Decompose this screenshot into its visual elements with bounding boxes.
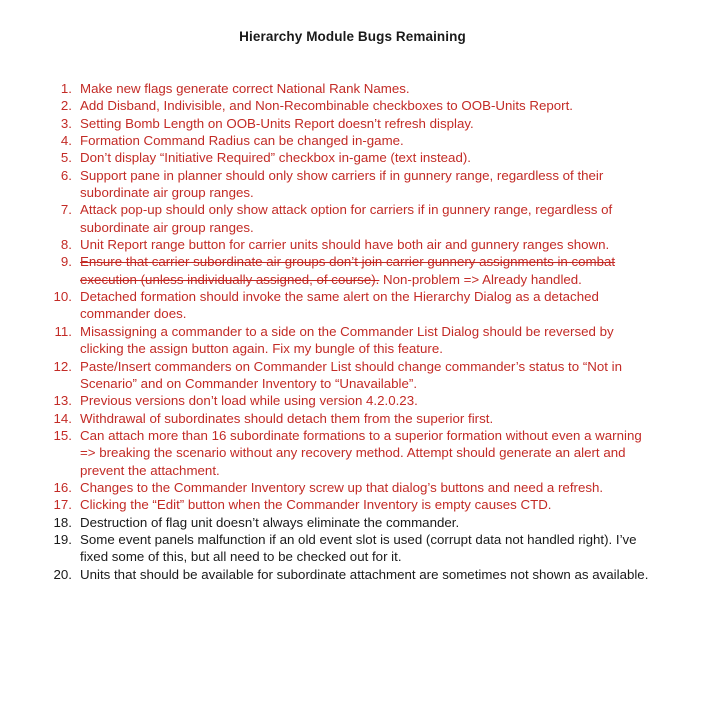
bug-item-text: Setting Bomb Length on OOB-Units Report doesn’t refresh display. — [80, 115, 474, 131]
bug-item-number: 3. — [60, 115, 72, 131]
bug-list-item — [48, 149, 660, 166]
bug-item-number: 18. — [53, 514, 72, 530]
bug-item-number: 5. — [60, 150, 72, 166]
bug-list-item — [48, 80, 660, 97]
bug-item-text: Can attach more than 16 subordinate formations to a superior formation without even a warning => breaking the scenario without any recovery method. Attempt should generate an alert and prevent the attachment. — [80, 427, 642, 478]
bug-item-text: Formation Command Radius can be changed in-game. — [80, 133, 404, 149]
bug-list-item — [48, 288, 660, 323]
bug-list-item — [48, 479, 660, 496]
bug-item-number: 8. — [60, 237, 72, 253]
bug-item-text: Unit Report range button for carrier units should have both air and gunnery ranges shown. — [80, 237, 610, 253]
bug-list-item — [48, 132, 660, 149]
bug-item-text: Misassigning a commander to a side on the Commander List Dialog should be reversed by clicking the assign button again. Fix my bungle of this feature. — [80, 323, 614, 357]
bug-item-text: Clicking the “Edit” button when the Commander Inventory is empty causes CTD. — [80, 497, 552, 513]
bug-item-text: Changes to the Commander Inventory screw up that dialog’s buttons and need a refresh. — [80, 479, 604, 495]
bug-item-number: 11. — [54, 323, 72, 339]
page-title: Hierarchy Module Bugs Remaining — [239, 29, 466, 44]
bug-item-number: 19. — [53, 531, 72, 547]
bug-list-item — [48, 514, 660, 531]
bug-item-number: 7. — [60, 202, 72, 218]
bug-item-text: Previous versions don’t load while using version 4.2.0.23. — [80, 393, 418, 409]
bug-list-item — [48, 496, 660, 513]
bug-list-item — [48, 566, 660, 583]
bug-list-item — [48, 97, 660, 114]
bug-list-item — [48, 253, 660, 288]
bug-item-text: Attack pop-up should only show attack option for carriers if in gunnery range, regardless of subordinate air group ranges. — [80, 202, 613, 235]
bug-list-item — [48, 201, 660, 236]
bug-list-item — [48, 531, 660, 566]
bug-item-number: 9. — [60, 254, 72, 270]
bug-list-item — [48, 236, 660, 253]
bug-list-item — [48, 410, 660, 427]
bug-item-text: Make new flags generate correct National Rank Names. — [80, 81, 410, 96]
bug-item-number: 15. — [53, 427, 72, 443]
bug-item-number: 12. — [53, 358, 72, 374]
bug-item-text: Paste/Insert commanders on Commander List should change commander’s status to “Not in Scenario” and on Commander Inventory to “Unavailable”. — [80, 358, 622, 391]
bug-item-text: Some event panels malfunction if an old event slot is used (corrupt data not handled right). I’ve fixed some of this, but all need to be checked out for it. — [80, 531, 637, 565]
bug-item-number: 2. — [60, 98, 72, 114]
bug-list-item — [48, 427, 660, 479]
bug-item-number: 20. — [53, 566, 72, 582]
bug-list-item — [48, 167, 660, 202]
bug-item-text: Add Disband, Indivisible, and Non-Recombinable checkboxes to OOB-Units Report. — [80, 98, 573, 114]
bug-item-text: Units that should be available for subordinate attachment are sometimes not shown as available. — [80, 566, 649, 582]
bug-list-item — [48, 392, 660, 409]
bug-item-text — [80, 253, 660, 288]
bug-list-item — [48, 323, 660, 358]
bug-item-text: Withdrawal of subordinates should detach them from the superior first. — [80, 410, 494, 426]
bug-item-struck-text: Ensure that carrier subordinate air groups don’t join carrier gunnery assignments in combat execution (unless individually assigned, of course). — [80, 254, 616, 287]
bug-list-item — [48, 115, 660, 132]
bug-item-number: 4. — [60, 133, 72, 149]
bug-item-number: 13. — [53, 393, 72, 409]
bug-item-number: 14. — [53, 410, 72, 426]
bug-item-text: Destruction of flag unit doesn’t always eliminate the commander. — [80, 514, 460, 530]
bug-item-text: Detached formation should invoke the same alert on the Hierarchy Dialog as a detached commander does. — [80, 289, 599, 322]
bug-list-item — [48, 358, 660, 393]
bug-item-resolution-text: Non-problem => Already handled. — [379, 271, 582, 287]
bug-item-number: 6. — [60, 167, 72, 183]
bug-item-number: 10. — [53, 289, 72, 305]
bug-item-text: Support pane in planner should only show carriers if in gunnery range, regardless of their subordinate air group ranges. — [80, 167, 604, 201]
bug-item-number: 17. — [53, 497, 72, 513]
bug-item-number: 16. — [53, 479, 72, 495]
bug-list — [48, 80, 660, 583]
bug-item-text: Don’t display “Initiative Required” checkbox in-game (text instead). — [80, 150, 471, 166]
bug-item-number: 1. — [60, 81, 72, 96]
